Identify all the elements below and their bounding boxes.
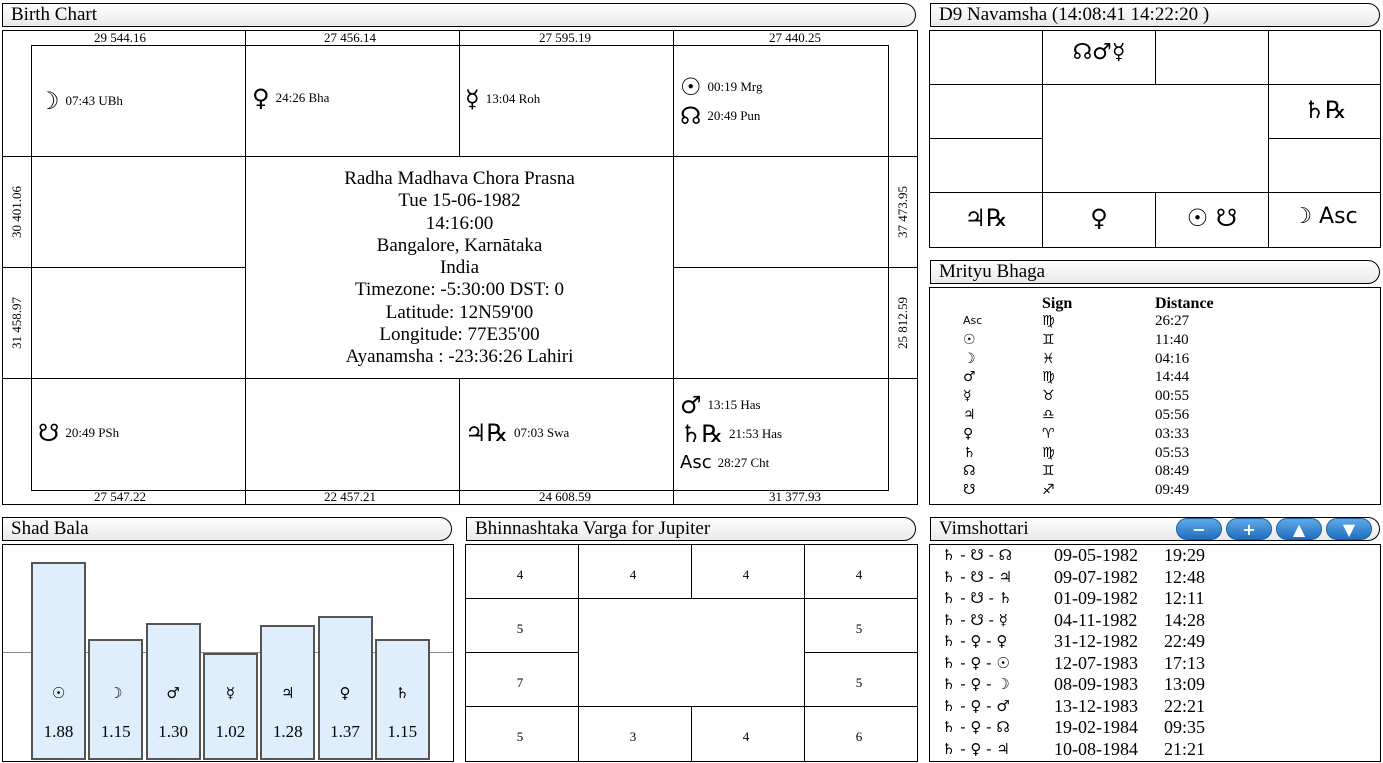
chart-name: Radha Madhava Chora Prasna xyxy=(344,168,575,189)
planet-position: 13:04 Roh xyxy=(485,90,541,106)
navamsha-libra[interactable]: ☉ ☋ xyxy=(1186,204,1238,232)
right-number: 25 812.59 xyxy=(895,297,910,349)
dasha-row[interactable] xyxy=(930,653,1381,675)
navamsha-cancer[interactable]: ♄℞ xyxy=(1303,96,1347,124)
mrityu-sign-header: Sign xyxy=(1042,295,1073,312)
dasha-date: 31-12-1982 xyxy=(1054,631,1138,651)
shad-bala-value: 1.02 xyxy=(215,722,246,741)
grid-line xyxy=(459,378,460,505)
dasha-row[interactable] xyxy=(930,631,1381,653)
planet-position: 21:53 Has xyxy=(729,425,783,441)
dasha-date: 09-07-1982 xyxy=(1054,566,1138,587)
grid-line xyxy=(929,138,1042,139)
planet-icon: ♃ xyxy=(280,684,295,702)
grid-line xyxy=(804,544,805,762)
grid-line xyxy=(929,84,1381,85)
dasha-time: 19:29 xyxy=(1164,545,1206,565)
dasha-row[interactable] xyxy=(930,696,1381,718)
dasha-time: 12:11 xyxy=(1164,588,1205,608)
dasha-time: 21:21 xyxy=(1164,738,1206,759)
house-sagittarius[interactable] xyxy=(38,418,119,447)
planet-icon: ☿ xyxy=(225,684,235,702)
vimshottari-list xyxy=(929,544,1381,762)
mrityu-row xyxy=(963,312,1263,331)
expand-button[interactable]: + xyxy=(1226,518,1272,540)
top-number: 29 544.16 xyxy=(94,30,146,45)
sign-icon: ♐ xyxy=(1042,482,1055,499)
bottom-number: 31 377.93 xyxy=(769,489,821,504)
planet-position: 20:49 Pun xyxy=(707,107,761,123)
chart-timezone: Timezone: -5:30:00 DST: 0 xyxy=(355,279,564,301)
venus-icon: ♀ xyxy=(252,83,270,112)
mrityu-row xyxy=(963,425,1263,444)
dasha-lords: ♄ - ☋ - ☿ xyxy=(942,610,1008,629)
birth-chart-title: Birth Chart xyxy=(2,3,916,27)
bav-cell: 5 xyxy=(516,729,524,744)
dasha-row[interactable] xyxy=(930,545,1381,567)
sign-icon: ♉ xyxy=(1042,388,1055,405)
dasha-row[interactable] xyxy=(930,739,1381,761)
shad-bala-bar xyxy=(318,616,373,760)
mrityu-distance: 26:27 xyxy=(1155,313,1190,329)
shad-bala-chart xyxy=(2,544,454,762)
ketu-icon: ☋ xyxy=(38,418,60,447)
dasha-time: 09:35 xyxy=(1164,717,1206,737)
chart-country: India xyxy=(439,257,480,279)
bav-cell: 4 xyxy=(742,729,750,744)
grid-line xyxy=(691,706,692,762)
mrityu-distance: 14:44 xyxy=(1155,369,1190,386)
sign-icon: ♍ xyxy=(1042,313,1055,329)
shad-bala-bar xyxy=(146,623,201,760)
planet-icon: ☉ xyxy=(51,684,66,702)
shad-bala-bar xyxy=(375,639,430,760)
bottom-number: 24 608.59 xyxy=(539,489,591,504)
dasha-row[interactable] xyxy=(930,674,1381,696)
scroll-down-button[interactable]: ▼ xyxy=(1326,518,1372,540)
shad-bala-bar xyxy=(260,625,315,760)
mrityu-distance: 05:53 xyxy=(1155,444,1190,461)
sign-icon: ♈ xyxy=(1042,425,1055,442)
mrityu-distance-header: Distance xyxy=(1155,295,1214,312)
chart-longitude: Longitude: 77E35'00 xyxy=(379,324,540,346)
mrityu-rows xyxy=(963,312,1263,500)
bav-cell: 4 xyxy=(516,567,524,582)
planet-icon: ♄ xyxy=(395,684,410,702)
grid-line xyxy=(673,267,918,268)
grid-line xyxy=(2,267,246,268)
house-gemini[interactable] xyxy=(680,72,763,130)
dasha-lords: ♄ - ♀ - ♂ xyxy=(942,696,1010,715)
planet-position: 07:43 UBh xyxy=(65,92,123,108)
planet-icon: ☉ xyxy=(963,331,976,348)
mrityu-row xyxy=(963,331,1263,350)
house-taurus[interactable] xyxy=(465,84,540,113)
bav-cell: 4 xyxy=(855,567,863,582)
sign-icon: ♓ xyxy=(1042,350,1055,367)
mrityu-row xyxy=(963,406,1263,425)
grid-line xyxy=(2,156,918,157)
planet-icon: ♀ xyxy=(963,425,974,442)
planet-position: 28:27 Cht xyxy=(717,454,770,470)
house-pisces[interactable] xyxy=(38,86,123,115)
house-libra[interactable] xyxy=(465,418,569,447)
dasha-date: 10-08-1984 xyxy=(1054,738,1138,759)
bav-cell: 5 xyxy=(516,621,524,636)
planet-icon: ☽ xyxy=(109,684,123,702)
mrityu-row xyxy=(963,462,1263,481)
planet-position: 07:03 Swa xyxy=(514,424,570,440)
planet-icon: ♃ xyxy=(963,406,976,423)
dasha-date: 13-12-1983 xyxy=(1054,695,1138,716)
mrityu-bhaga-title: Mrityu Bhaga xyxy=(930,260,1380,284)
mrityu-distance: 04:16 xyxy=(1155,350,1190,367)
left-number: 31 458.97 xyxy=(9,297,24,349)
planet-icon: ♀ xyxy=(339,684,351,702)
dasha-lords: ♄ - ☋ - ♃ xyxy=(942,567,1013,586)
dasha-date: 08-09-1983 xyxy=(1054,674,1138,694)
mrityu-distance: 00:55 xyxy=(1155,388,1190,405)
house-aries[interactable] xyxy=(252,83,329,112)
dasha-lords: ♄ - ☋ - ♄ xyxy=(942,589,1013,607)
grid-line xyxy=(673,30,674,505)
planet-icon: ☿ xyxy=(963,388,972,405)
grid-line xyxy=(1268,138,1381,139)
top-number: 27 595.19 xyxy=(539,30,591,45)
scroll-up-button[interactable]: ▲ xyxy=(1276,518,1322,540)
chart-center-info xyxy=(246,168,673,369)
shad-bala-bar xyxy=(203,653,258,760)
planet-icon: Asc xyxy=(963,314,983,327)
left-number: 30 401.06 xyxy=(9,186,24,238)
shad-bala-value: 1.37 xyxy=(330,722,360,741)
sign-icon: ♊ xyxy=(1042,331,1055,348)
planet-position: 20:49 PSh xyxy=(65,424,120,440)
shad-bala-value: 1.15 xyxy=(387,722,418,741)
mrityu-row xyxy=(963,368,1263,387)
planet-position: 24:26 Bha xyxy=(275,89,330,105)
mercury-icon: ☿ xyxy=(465,84,480,113)
grid-line xyxy=(1155,30,1156,84)
navamsha-aries[interactable]: ☊♂☿ xyxy=(1072,40,1126,65)
mrityu-row xyxy=(963,481,1263,500)
planet-icon: ♂ xyxy=(166,684,180,702)
shad-bala-bar xyxy=(88,639,143,760)
dasha-date: 04-11-1982 xyxy=(1054,609,1138,630)
mrityu-distance: 05:56 xyxy=(1155,406,1190,423)
planet-icon: ♄ xyxy=(963,444,976,461)
dasha-time: 17:13 xyxy=(1164,652,1206,673)
mrityu-distance: 08:49 xyxy=(1155,463,1190,480)
planet-icon: ☽ xyxy=(963,350,976,367)
dasha-time: 13:09 xyxy=(1164,674,1206,694)
dasha-time: 22:49 xyxy=(1164,631,1206,651)
rahu-icon: ☊ xyxy=(680,101,702,130)
jupiter-retro-icon: ♃℞ xyxy=(465,418,509,447)
grid-line xyxy=(804,652,918,653)
mrityu-distance: 11:40 xyxy=(1155,331,1189,348)
chart-place: Bangalore, Karnātaka xyxy=(376,234,543,256)
ascendant-icon: Asc xyxy=(680,452,712,473)
sun-icon: ☉ xyxy=(680,72,702,101)
sign-icon: ♎ xyxy=(1042,406,1055,423)
grid-line xyxy=(578,544,579,762)
grid-line xyxy=(465,652,578,653)
mrityu-row xyxy=(963,387,1263,406)
planet-position: 13:15 Has xyxy=(707,396,761,412)
grid-line xyxy=(459,30,460,157)
dasha-time: 14:28 xyxy=(1164,609,1206,630)
planet-position: 00:19 Mrg xyxy=(707,78,763,94)
dasha-row[interactable] xyxy=(930,717,1381,739)
shad-bala-value: 1.30 xyxy=(158,722,188,741)
dasha-lords: ♄ - ♀ - ☉ xyxy=(942,653,1010,672)
dasha-date: 19-02-1984 xyxy=(1054,717,1138,737)
sign-icon: ♊ xyxy=(1042,463,1055,480)
planet-icon: ♂ xyxy=(963,369,976,386)
dasha-lords: ♄ - ♀ - ♃ xyxy=(942,739,1010,758)
navamsha-title: D9 Navamsha (14:08:41 14:22:20 ) xyxy=(930,3,1380,27)
dasha-row[interactable] xyxy=(930,588,1381,610)
chart-time: 14:16:00 xyxy=(425,212,494,234)
sign-icon: ♍ xyxy=(1042,369,1055,386)
vimshottari-title: Vimshottari xyxy=(930,517,1380,541)
dasha-row[interactable] xyxy=(930,610,1381,632)
navamsha-scorpio[interactable]: ♀ xyxy=(1090,204,1108,232)
bhinnashtaka-title: Bhinnashtaka Varga for Jupiter xyxy=(466,517,916,541)
dasha-lords: ♄ - ☋ - ☊ xyxy=(942,546,1012,564)
bav-cell: 7 xyxy=(516,675,524,690)
sign-icon: ♍ xyxy=(1042,444,1055,461)
bav-cell: 4 xyxy=(629,567,637,582)
dasha-date: 01-09-1982 xyxy=(1054,588,1138,608)
dasha-date: 09-05-1982 xyxy=(1054,545,1138,565)
top-number: 27 456.14 xyxy=(324,30,376,45)
collapse-button[interactable]: − xyxy=(1176,518,1222,540)
mrityu-distance: 09:49 xyxy=(1155,482,1190,499)
mrityu-row xyxy=(963,444,1263,463)
right-number: 37 473.95 xyxy=(895,186,910,238)
dasha-date: 12-07-1983 xyxy=(1054,652,1138,673)
bav-cell: 5 xyxy=(855,621,863,636)
mrityu-row xyxy=(963,350,1263,369)
navamsha-virgo[interactable]: ☽ Asc xyxy=(1292,204,1358,229)
bav-cell: 3 xyxy=(629,729,637,744)
shad-bala-value: 1.15 xyxy=(100,722,131,741)
dasha-time: 12:48 xyxy=(1164,566,1206,587)
planet-icon: ☊ xyxy=(963,463,976,480)
dasha-lords: ♄ - ♀ - ☊ xyxy=(942,718,1010,736)
grid-line xyxy=(691,544,692,598)
house-virgo[interactable] xyxy=(680,390,782,477)
bottom-number: 27 547.22 xyxy=(94,489,146,504)
bav-cell: 6 xyxy=(855,729,863,744)
dasha-lords: ♄ - ♀ - ☽ xyxy=(942,675,1010,693)
moon-icon: ☽ xyxy=(38,86,60,115)
chart-ayanamsha: Ayanamsha : -23:36:26 Lahiri xyxy=(345,346,574,368)
dasha-time: 22:21 xyxy=(1164,695,1206,716)
chart-latitude: Latitude: 12N59'00 xyxy=(385,301,534,323)
bav-cell: 5 xyxy=(855,675,863,690)
shad-bala-bar xyxy=(31,562,86,760)
saturn-retro-icon: ♄℞ xyxy=(680,419,724,448)
chart-date: Tue 15-06-1982 xyxy=(398,190,521,212)
bav-cell: 4 xyxy=(742,567,750,582)
top-number: 27 440.25 xyxy=(769,30,821,45)
shad-bala-value: 1.88 xyxy=(43,722,74,741)
dasha-row[interactable] xyxy=(930,567,1381,589)
mrityu-distance: 03:33 xyxy=(1155,425,1190,442)
mars-icon: ♂ xyxy=(680,390,702,419)
dasha-lords: ♄ - ♀ - ♀ xyxy=(942,632,1008,650)
shad-bala-value: 1.28 xyxy=(272,722,303,741)
shad-bala-title: Shad Bala xyxy=(2,517,452,541)
navamsha-sagittarius[interactable]: ♃℞ xyxy=(964,204,1008,232)
planet-icon: ☋ xyxy=(963,482,976,499)
grid-line xyxy=(465,598,918,599)
grid-line xyxy=(2,378,918,379)
bottom-number: 22 457.21 xyxy=(324,489,376,504)
